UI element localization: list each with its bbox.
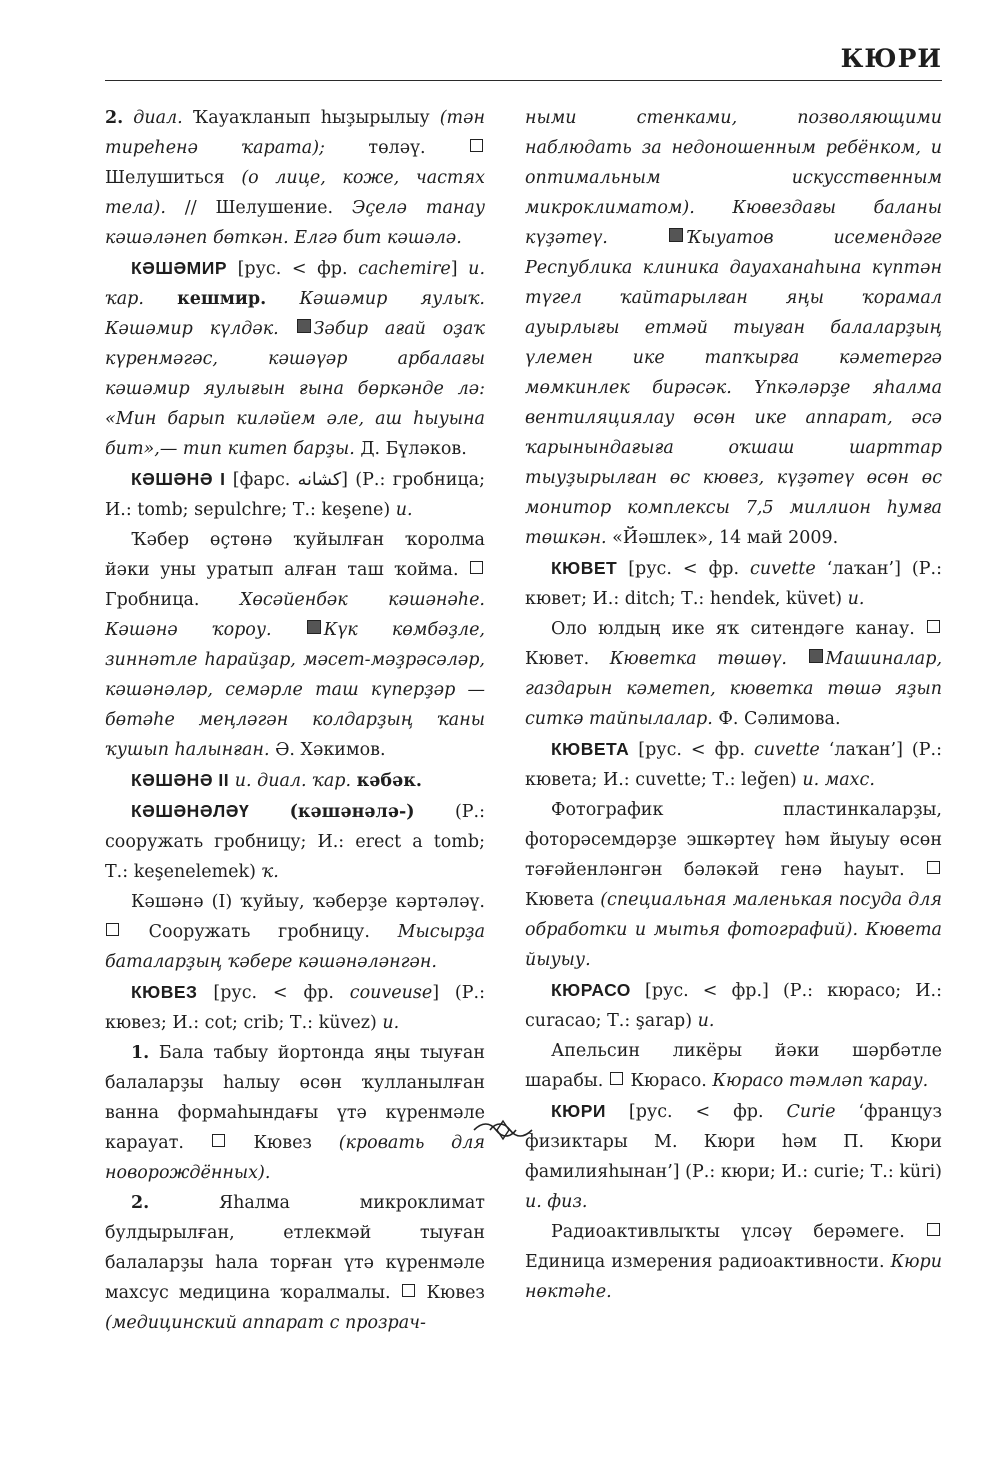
citation-square-icon: [669, 228, 683, 242]
entry-kyuraso: КЮРАСО [рус. < фр.] (Р.: кюрасо; И.: curacao; Т.: şarap) и.: [525, 980, 942, 1031]
entry-kashanalau: КӘШӘНӘЛӘҮ (кәшәнәлә-) (Р.: сооружать гробницу; И.: erect a tomb; Т.: keşenelemek) ҡ.: [105, 801, 485, 882]
headword: КЮВЕТА: [551, 739, 630, 759]
entry-kashamir: КӘШӘМИР [рус. < фр. cachemire] и. ҡар. кешмир. Кәшәмир яулыҡ. Кәшәмир күлдәк. Зәбир ағай оҙаҡ күренмәгәс, кәшәүәр арбалағы кәшәмир яулығын ғына бөркәнде лә: «Мин барып килəйем әле, аш һыуына бит»,— тип китеп барҙы. Д. Бүләков.: [105, 258, 486, 459]
translation-square-icon: [927, 1223, 940, 1236]
headword: КӘШӘМИР: [131, 258, 228, 278]
translation-square-icon: [470, 561, 483, 574]
entry-kashana-1: КӘШӘНӘ I [фарс. کشانه] (Р.: гробница; И.: tomb; sepulchre; Т.: keşene) и.: [105, 469, 485, 520]
right-column: [525, 103, 942, 1307]
running-head: КЮРИ: [840, 44, 942, 73]
entry-kyuvez-continuation: ными стенками, позволяющими наблюдать за недоношенным ребёнком, и оптимальным искусственным микроклиматом). Кювездағы баланы күҙәтеү. Ҡыуатов исемендәге Республика клиника дауаханаһына күптән түгел ҡайтарылған яңы ҡорамал ауырлығы етмәй тыуған балаларҙың үлемен ике тапҡырға кәметергә мөмкинлек бирәсәк. Үпкәләрҙе яһалма вентиляциялау өсөн ике аппарат, әсә ҡарынындағыға оҡшаш шарттар тыуҙырылған өс кювез, күҙәтеү өсөн өс монитор комплексы 7,5 миллион һумға төшкән. «Йәшлек», 14 май 2009.: [525, 108, 942, 548]
entry-kashalau-sense-2: 2. диал. Ҡауаҡланып һыҙырылыу (тән тиреһенә ҡарата); төләү. Шелушиться (о лице, коже, частях тела). // Шелушение. Эҫелә танау кәшәләнеп бөткән. Елгә бит кәшәлә.: [105, 108, 486, 248]
citation-square-icon: [297, 319, 311, 333]
headword: КЮРИ: [551, 1101, 606, 1121]
entry-kyuraso-definition: Апельсин ликёры йәки шәрбәтле шарабы. Кюрасо. Кюрасо тәмләп ҡарау.: [525, 1041, 942, 1091]
translation-square-icon: [106, 923, 119, 936]
entry-kashana-1-definition: Ҡәбер өҫтөнә ҡуйылған ҡоролма йәки уны уратып алған таш ҡойма. Гробница. Хөсәйенбәк кәшәнәһе. Кәшәнә ҡороу. Күк көмбәҙле, зиннәтле һарайҙар, мәсет-мәҙрәсәләр, кәшәнәләр, семәрле таш күперҙәр — бөтәһе меңләгән колдарҙың ҡаны ҡушып һалынған. Ә. Хәкимов.: [105, 530, 485, 760]
entry-kyuveta-definition: Фотографик пластинкаларҙы, фоторәсемдәрҙе эшкәртеү һәм йыуыу өсөн тәғәйенләнгән бәләкәй генә һауыт. Кювета (специальная маленькая посуда для обработки и мытья фотографий). Кювета йыуыу.: [525, 800, 942, 970]
headword: КЮВЕТ: [551, 558, 618, 578]
entry-kyuvez-sense-1: 1. Бала табыу йортонда яңы тыуған балаларҙы һалыу өсөн ҡулланылған ванна формаһындағы үтә күренмәле карауат. Кювез (кровать для новорождённых).: [105, 1043, 485, 1183]
translation-square-icon: [927, 861, 940, 874]
headword: КЮВЕЗ: [131, 982, 198, 1002]
entry-kyuvez-sense-2: 2. Яһалма микроклимат булдырылған, етлекмәй тыуған балаларҙы һала торған үтә күренмәле махсус медицина ҡоралмалы. Кювез (медицинский аппарат с прозрач-: [105, 1193, 485, 1333]
entry-kyuvet-definition: Оло юлдың ике яҡ ситендәге канау. Кювет. Кюветка төшөү. Машиналар, газдарын кәметеп, кюветка төшә яҙып ситкә тайпылалар. Ф. Сәлимова.: [525, 619, 943, 729]
translation-square-icon: [402, 1284, 415, 1297]
headword: КӘШӘНӘ II: [131, 770, 230, 790]
header-rule: [105, 80, 942, 81]
citation-square-icon: [809, 649, 823, 663]
entry-kyuvez: КЮВЕЗ [рус. < фр. couveuse] (Р.: кювез; И.: cot; crib; Т.: küvez) и.: [105, 982, 485, 1033]
translation-square-icon: [470, 139, 483, 152]
citation-square-icon: [307, 620, 321, 634]
translation-square-icon: [610, 1072, 623, 1085]
headword: КЮРАСО: [551, 980, 631, 1000]
left-column: [105, 103, 485, 1338]
entry-kashana-2: КӘШӘНӘ II и. диал. ҡар. кәбәк.: [131, 770, 422, 791]
ornament-icon: [472, 1118, 534, 1142]
entry-kashanalau-definition: Кәшәнә (I) ҡуйыу, ҡәберҙе кәртәләү. Сооружать гробницу. Мысырҙа баталарҙың ҡәбере кәшәнәләнгән.: [105, 892, 485, 972]
translation-square-icon: [927, 620, 940, 633]
headword: КӘШӘНӘЛӘҮ: [131, 801, 250, 821]
entry-kyuvet: КЮВЕТ [рус. < фр. cuvette ‘лаҡан’] (Р.: кювет; И.: ditch; Т.: hendek, küvet) и.: [525, 558, 942, 609]
entry-kyuveta: КЮВЕТА [рус. < фр. cuvette ‘лаҡан’] (Р.: кювета; И.: cuvette; Т.: leğen) и. махс.: [525, 739, 942, 790]
translation-square-icon: [212, 1134, 225, 1147]
entry-kyuri-definition: Радиоактивлыҡты үлсәү берәмеге. Единица измерения радиоактивности. Кюри нөктәһе.: [525, 1222, 942, 1302]
headword: КӘШӘНӘ I: [131, 469, 226, 489]
entry-kyuri: КЮРИ [рус. < фр. Curie ‘француз физиктары М. Кюри һәм П. Кюри фамилияһынан’] (Р.: кюри; И.: curie; Т.: küri) и. физ.: [525, 1101, 943, 1212]
